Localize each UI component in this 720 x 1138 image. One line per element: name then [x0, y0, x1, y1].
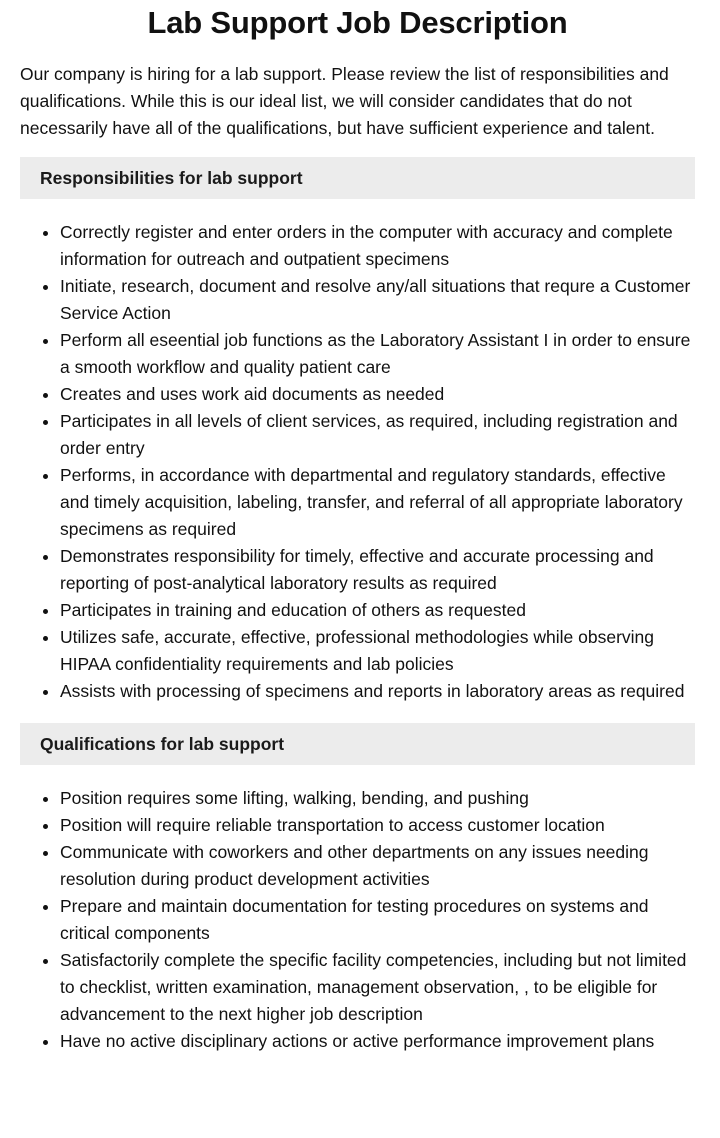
qualifications-heading: Qualifications for lab support	[20, 723, 695, 765]
list-item: • Perform all eseential job functions as the Laboratory Assistant I in order to ensure a smooth workflow and quality patient care	[60, 327, 695, 381]
page-title: Lab Support Job Description	[147, 5, 568, 40]
list-item: • Participates in all levels of client services, as required, including registration and order entry	[60, 408, 695, 462]
list-item: • Communicate with coworkers and other departments on any issues needing resolution during product development activities	[60, 839, 695, 893]
list-item: • Performs, in accordance with departmental and regulatory standards, effective and timely acquisition, labeling, transfer, and referral of all appropriate laboratory specimens as required	[60, 462, 695, 543]
list-item: • Participates in training and education of others as requested	[60, 597, 695, 624]
qualifications-list	[20, 785, 695, 1055]
list-item: • Position will require reliable transportation to access customer location	[60, 812, 695, 839]
list-item: • Demonstrates responsibility for timely, effective and accurate processing and reporting of post-analytical laboratory results as required	[60, 543, 695, 597]
list-item: • Assists with processing of specimens and reports in laboratory areas as required	[60, 678, 695, 705]
list-item: • Prepare and maintain documentation for testing procedures on systems and critical components	[60, 893, 695, 947]
list-item: • Initiate, research, document and resolve any/all situations that requre a Customer Service Action	[60, 273, 695, 327]
responsibilities-heading: Responsibilities for lab support	[20, 157, 695, 199]
list-item: • Position requires some lifting, walking, bending, and pushing	[60, 785, 695, 812]
list-item: • Correctly register and enter orders in the computer with accuracy and complete information for outreach and outpatient specimens	[60, 219, 695, 273]
intro-paragraph: Our company is hiring for a lab support. Please review the list of responsibilities and qualifications. While this is our ideal list, we will consider candidates that do not necessarily have all of the qualifications, but have sufficient experience and talent.	[20, 64, 669, 138]
list-item: • Creates and uses work aid documents as needed	[60, 381, 695, 408]
responsibilities-list	[20, 219, 695, 705]
list-item: • Utilizes safe, accurate, effective, professional methodologies while observing HIPAA confidentiality requirements and lab policies	[60, 624, 695, 678]
list-item: • Have no active disciplinary actions or active performance improvement plans	[60, 1028, 695, 1055]
list-item: • Satisfactorily complete the specific facility competencies, including but not limited to checklist, written examination, management observation, , to be eligible for advancement to the next higher job description	[60, 947, 695, 1028]
